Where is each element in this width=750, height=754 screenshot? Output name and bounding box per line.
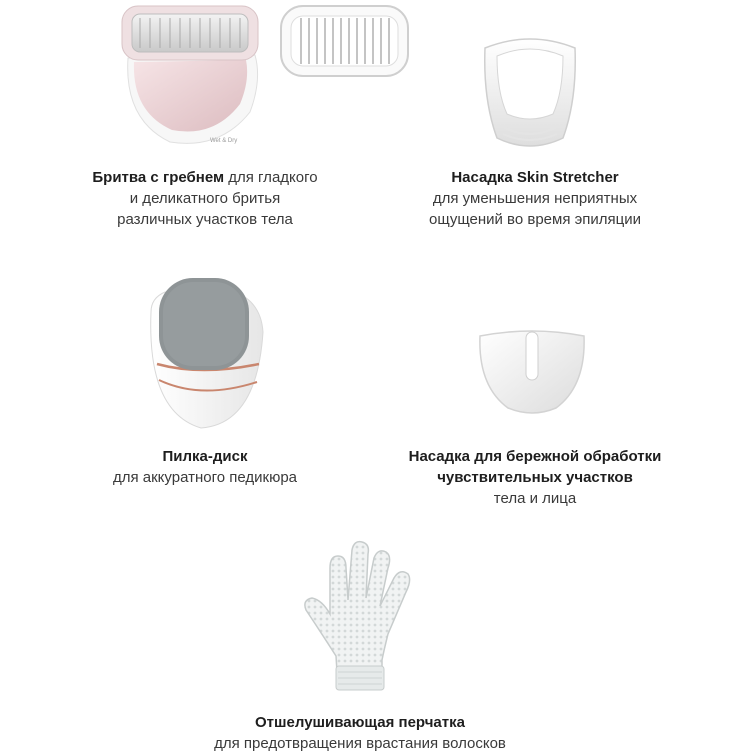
skin-stretcher-desc-line-2: ощущений во время эпиляции: [428, 211, 642, 228]
glove-desc-line-1: для предотвращения врастания волосков: [214, 735, 506, 752]
file-disc-image: [135, 272, 270, 432]
sensitive-cap-title-line-2: чувствительных участков: [437, 469, 633, 486]
sensitive-cap-desc-line-1: тела и лица: [493, 490, 577, 507]
skin-stretcher-title: Насадка Skin Stretcher: [451, 169, 619, 186]
file-disc-title: Пилка-диск: [162, 448, 248, 465]
sensitive-cap-image: [476, 326, 588, 418]
skin-stretcher-image: [475, 30, 585, 155]
sensitive-cap-caption: [380, 446, 690, 509]
glove-title: Отшелушивающая перчатка: [255, 714, 465, 731]
shaver-desc-line-2: и деликатного бритья: [129, 190, 281, 207]
comb-attachment-image: [277, 2, 412, 80]
shaver-head-image: [110, 0, 270, 150]
shaver-desc-line-1: для гладкого: [228, 169, 318, 186]
glove-caption: [175, 712, 545, 754]
shaver-desc-line-3: различных участков тела: [117, 211, 293, 228]
sensitive-cap-title-line-1: Насадка для бережной обработки: [408, 448, 662, 465]
glove-image: [300, 538, 420, 696]
file-disc-caption: [60, 446, 350, 488]
skin-stretcher-caption: [390, 167, 680, 230]
file-disc-desc-line-1: для аккуратного педикюра: [112, 469, 298, 486]
shaver-caption: [40, 167, 370, 230]
shaver-title: Бритва с гребнем: [92, 169, 225, 186]
shaver-head-label: Wet & Dry: [210, 138, 238, 144]
skin-stretcher-desc-line-1: для уменьшения неприятных: [432, 190, 638, 207]
